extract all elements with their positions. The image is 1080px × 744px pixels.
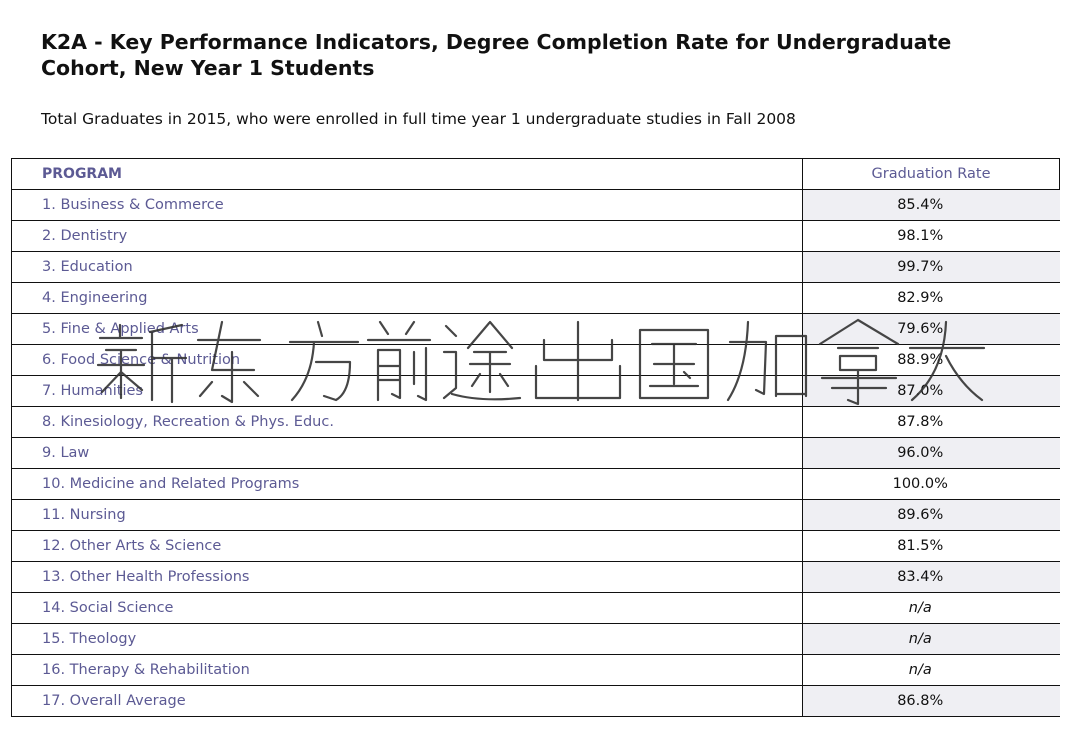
graduation-rate-cell: 86.8% — [803, 686, 1060, 717]
program-cell: 4. Engineering — [12, 283, 803, 314]
program-cell: 9. Law — [12, 438, 803, 469]
graduation-rate-cell: 79.6% — [803, 314, 1060, 345]
program-cell: 5. Fine & Applied Arts — [12, 314, 803, 345]
program-cell: 12. Other Arts & Science — [12, 531, 803, 562]
graduation-rate-cell: 99.7% — [803, 252, 1060, 283]
program-cell: 7. Humanities — [12, 376, 803, 407]
page-title: K2A - Key Performance Indicators, Degree Completion Rate for Undergraduate Cohort, New Year 1 Students — [41, 30, 952, 80]
graduation-rate-cell: n/a — [803, 593, 1060, 624]
program-cell: 15. Theology — [12, 624, 803, 655]
program-cell: 11. Nursing — [12, 500, 803, 531]
graduation-rate-table — [11, 158, 1060, 717]
program-cell: 10. Medicine and Related Programs — [12, 469, 803, 500]
table-row — [12, 283, 1060, 314]
program-cell: 16. Therapy & Rehabilitation — [12, 655, 803, 686]
graduation-rate-cell: 96.0% — [803, 438, 1060, 469]
table-row — [12, 686, 1060, 717]
graduation-rate-column-header: Graduation Rate — [803, 159, 1060, 190]
page-subtitle: Total Graduates in 2015, who were enrolled in full time year 1 undergraduate studies in Fall 2008 — [41, 110, 796, 128]
table-row — [12, 655, 1060, 686]
graduation-rate-cell: 83.4% — [803, 562, 1060, 593]
graduation-rate-cell: 87.8% — [803, 407, 1060, 438]
graduation-rate-cell: 85.4% — [803, 190, 1060, 221]
program-cell: 3. Education — [12, 252, 803, 283]
table-row — [12, 469, 1060, 500]
table-row — [12, 345, 1060, 376]
table-row — [12, 252, 1060, 283]
table-body — [12, 190, 1060, 717]
table-row — [12, 593, 1060, 624]
table-row — [12, 407, 1060, 438]
program-column-header: PROGRAM — [12, 159, 803, 190]
table-row — [12, 624, 1060, 655]
table-row — [12, 221, 1060, 252]
program-cell: 2. Dentistry — [12, 221, 803, 252]
graduation-rate-cell: 88.9% — [803, 345, 1060, 376]
table-header-row — [12, 159, 1060, 190]
graduation-rate-cell: 82.9% — [803, 283, 1060, 314]
table-row — [12, 500, 1060, 531]
program-cell: 6. Food Science & Nutrition — [12, 345, 803, 376]
program-cell: 13. Other Health Professions — [12, 562, 803, 593]
table-row — [12, 376, 1060, 407]
graduation-rate-cell: 89.6% — [803, 500, 1060, 531]
table-row — [12, 190, 1060, 221]
program-cell: 17. Overall Average — [12, 686, 803, 717]
program-cell: 14. Social Science — [12, 593, 803, 624]
table-row — [12, 314, 1060, 345]
graduation-rate-cell: 98.1% — [803, 221, 1060, 252]
graduation-rate-cell: n/a — [803, 655, 1060, 686]
graduation-rate-cell: 100.0% — [803, 469, 1060, 500]
graduation-rate-cell: n/a — [803, 624, 1060, 655]
program-cell: 1. Business & Commerce — [12, 190, 803, 221]
table-row — [12, 531, 1060, 562]
table-row — [12, 438, 1060, 469]
table-row — [12, 562, 1060, 593]
graduation-rate-cell: 87.0% — [803, 376, 1060, 407]
graduation-rate-cell: 81.5% — [803, 531, 1060, 562]
program-cell: 8. Kinesiology, Recreation & Phys. Educ. — [12, 407, 803, 438]
